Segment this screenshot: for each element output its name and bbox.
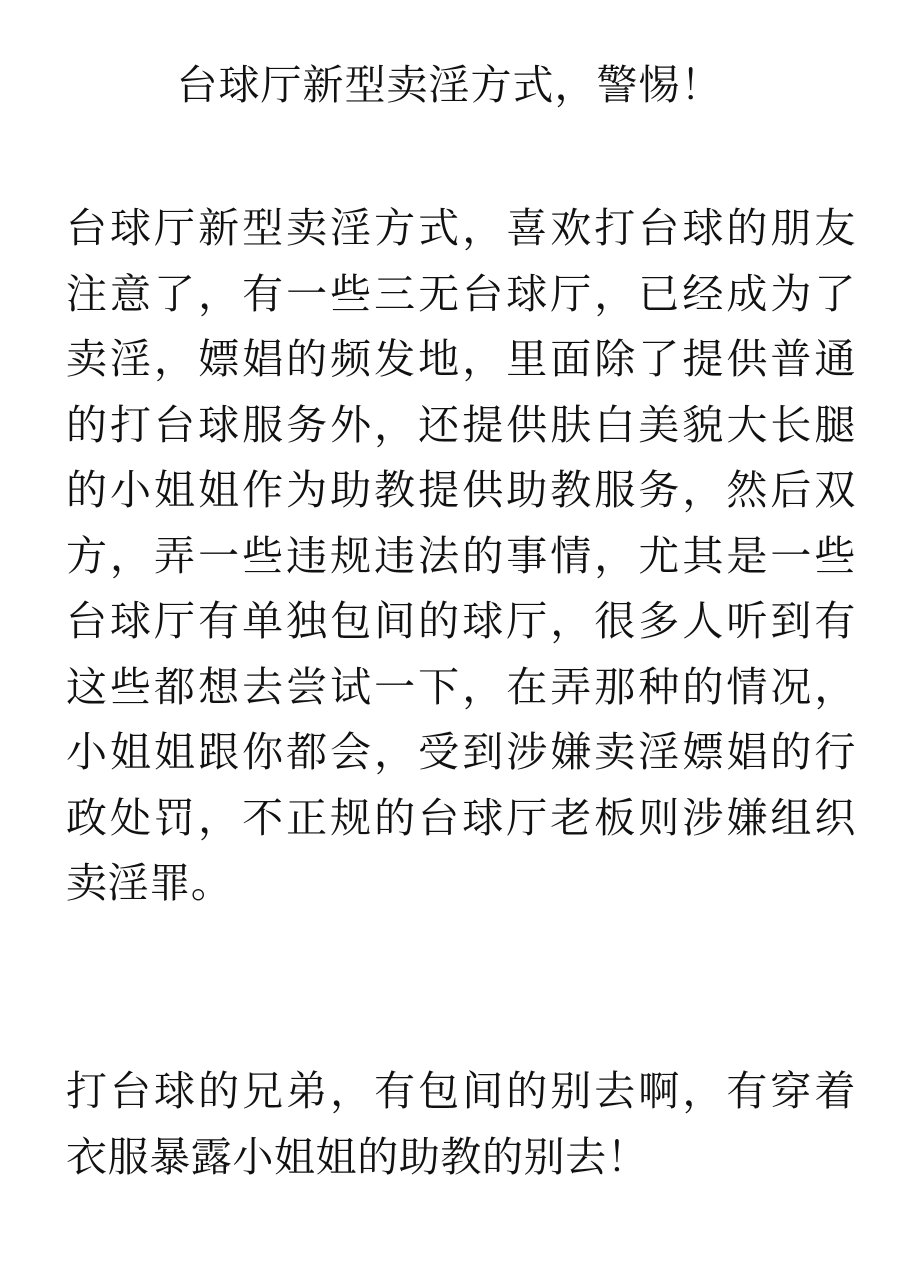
page-title: 台球厅新型卖淫方式，警惕！ <box>176 61 723 109</box>
body-paragraph-1: 台球厅新型卖淫方式，喜欢打台球的朋友注意了，有一些三无台球厅，已经成为了卖淫，嫖娼的频发地，里面除了提供普通的打台球服务外，还提供肤白美貌大长腿的小姐姐作为助教提供助教服务，然后双方，弄一些违规违法的事情，尤其是一些台球厅有单独包间的球厅，很多人听到有这些都想去尝试一下，在弄那种的情况，小姐姐跟你都会，受到涉嫌卖淫嫖娼的行政处罚，不正规的台球厅老板则涉嫌组织卖淫罪。 <box>66 204 856 907</box>
body-paragraph-2: 打台球的兄弟，有包间的别去啊，有穿着衣服暴露小姐姐的助教的别去！ <box>66 1067 856 1181</box>
